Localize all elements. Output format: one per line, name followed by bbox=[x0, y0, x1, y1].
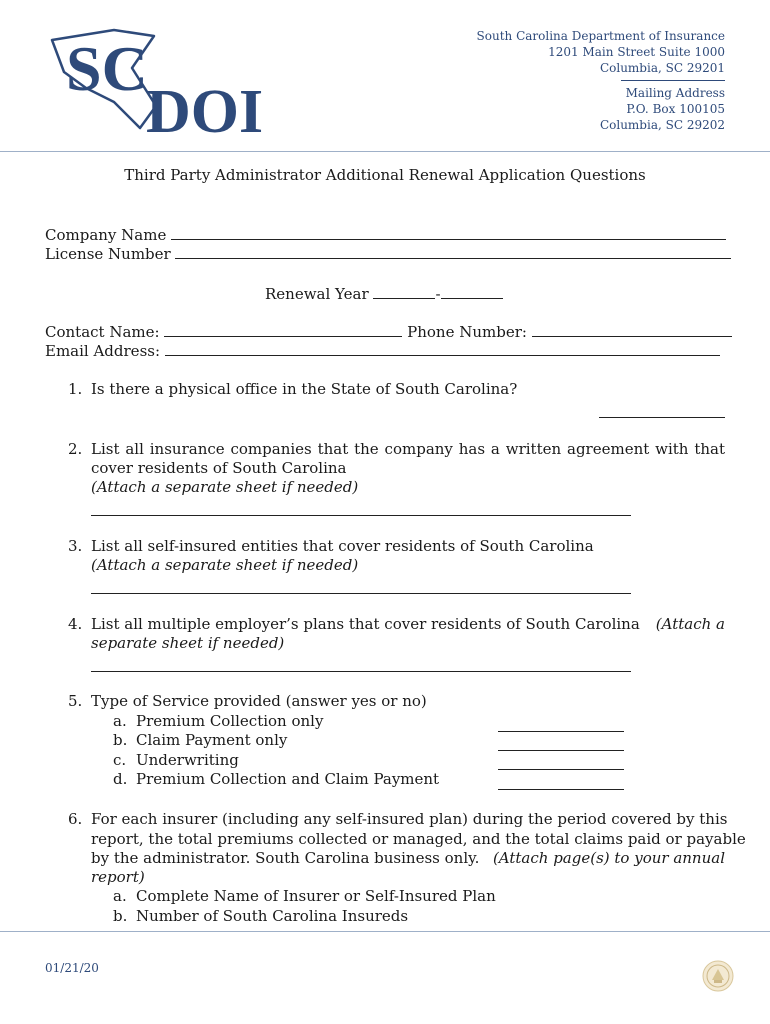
question-5a-letter: a. bbox=[113, 712, 127, 730]
phone-number-label: Phone Number: bbox=[407, 323, 527, 341]
state-seal-icon bbox=[702, 960, 734, 992]
question-1-text: Is there a physical office in the State of South Carolina? bbox=[91, 380, 518, 398]
mailing-po-box: P.O. Box 100105 bbox=[626, 102, 725, 116]
agency-street: 1201 Main Street Suite 1000 bbox=[548, 45, 725, 59]
question-5c-answer-field[interactable] bbox=[498, 769, 624, 770]
company-name-row bbox=[45, 225, 726, 246]
question-5b-label: Claim Payment only bbox=[136, 731, 288, 749]
license-number-row bbox=[45, 244, 731, 265]
question-4-line-1: List all multiple employer’s plans that cover residents of South Carolina bbox=[91, 615, 640, 633]
renewal-year-separator: - bbox=[435, 285, 441, 303]
renewal-year-row bbox=[265, 284, 503, 305]
question-3-number: 3. bbox=[68, 537, 83, 555]
question-6-line-3: by the administrator. South Carolina business only. bbox=[91, 849, 480, 867]
header-rule bbox=[0, 151, 770, 152]
question-4-note-start: (Attach a bbox=[655, 615, 725, 633]
question-6-note-end: report) bbox=[91, 868, 145, 886]
address-divider bbox=[621, 80, 725, 81]
question-6-number: 6. bbox=[68, 810, 83, 828]
question-5d-letter: d. bbox=[113, 770, 128, 788]
contact-row bbox=[45, 322, 732, 343]
mailing-label: Mailing Address bbox=[625, 86, 725, 100]
question-5d-answer-field[interactable] bbox=[498, 789, 624, 790]
question-2-line-2: cover residents of South Carolina bbox=[91, 459, 347, 477]
contact-name-label: Contact Name: bbox=[45, 323, 160, 341]
company-name-field[interactable] bbox=[171, 225, 726, 240]
question-5a-answer-field[interactable] bbox=[498, 731, 624, 732]
question-6b-label: Number of South Carolina Insureds bbox=[136, 907, 409, 925]
question-6-note-start: (Attach page(s) to your annual bbox=[492, 849, 725, 867]
question-4-note-end: separate sheet if needed) bbox=[91, 634, 285, 652]
question-2-line-1: List all insurance companies that the company has a written agreement with that bbox=[91, 440, 725, 458]
question-3-answer-field[interactable] bbox=[91, 593, 631, 594]
question-4-answer-field[interactable] bbox=[91, 671, 631, 672]
question-3-note: (Attach a separate sheet if needed) bbox=[91, 556, 359, 574]
question-2-answer-field[interactable] bbox=[91, 515, 631, 516]
agency-address bbox=[477, 28, 725, 133]
question-3-text: List all self-insured entities that cover residents of South Carolina bbox=[91, 537, 594, 555]
footer-date: 01/21/20 bbox=[45, 961, 99, 975]
contact-name-field[interactable] bbox=[164, 322, 402, 337]
email-row bbox=[45, 341, 720, 362]
mailing-city: Columbia, SC 29202 bbox=[599, 118, 725, 132]
question-5d-label: Premium Collection and Claim Payment bbox=[136, 770, 440, 788]
form-title: Third Party Administrator Additional Renewal Application Questions bbox=[124, 166, 646, 184]
question-5c-letter: c. bbox=[113, 751, 127, 769]
question-6-line-3-row bbox=[91, 849, 725, 869]
question-5-text: Type of Service provided (answer yes or no) bbox=[91, 692, 427, 710]
renewal-year-end-field[interactable] bbox=[441, 284, 503, 299]
logo-text-doi: DOI bbox=[146, 78, 264, 138]
renewal-year-label: Renewal Year bbox=[265, 285, 369, 303]
email-address-label: Email Address: bbox=[45, 342, 161, 360]
question-5c-label: Underwriting bbox=[136, 751, 239, 769]
question-4-line-1-row bbox=[91, 615, 725, 635]
question-5b-letter: b. bbox=[113, 731, 128, 749]
license-number-field[interactable] bbox=[175, 244, 731, 259]
license-number-label: License Number bbox=[45, 245, 171, 263]
question-5a-label: Premium Collection only bbox=[136, 712, 324, 730]
question-2-note: (Attach a separate sheet if needed) bbox=[91, 478, 359, 496]
question-6-line-2: report, the total premiums collected or managed, and the total claims paid or payable bbox=[91, 830, 746, 848]
phone-number-field[interactable] bbox=[532, 322, 732, 337]
question-1-number: 1. bbox=[68, 380, 83, 398]
logo-text-sc: SC bbox=[66, 33, 148, 104]
question-1-answer-field[interactable] bbox=[599, 417, 725, 418]
question-6a-letter: a. bbox=[113, 887, 127, 905]
question-2-number: 2. bbox=[68, 440, 83, 458]
scdoi-logo bbox=[44, 28, 284, 138]
question-5b-answer-field[interactable] bbox=[498, 750, 624, 751]
question-6-line-1: For each insurer (including any self-insured plan) during the period covered by this bbox=[91, 810, 728, 828]
email-address-field[interactable] bbox=[165, 341, 720, 356]
agency-city: Columbia, SC 29201 bbox=[599, 61, 725, 75]
agency-name: South Carolina Department of Insurance bbox=[476, 29, 725, 43]
question-6a-label: Complete Name of Insurer or Self-Insured Plan bbox=[136, 887, 496, 905]
company-name-label: Company Name bbox=[45, 226, 167, 244]
renewal-year-start-field[interactable] bbox=[373, 284, 435, 299]
question-4-number: 4. bbox=[68, 615, 83, 633]
question-6b-letter: b. bbox=[113, 907, 128, 925]
question-5-number: 5. bbox=[68, 692, 83, 710]
footer-rule bbox=[0, 931, 770, 932]
